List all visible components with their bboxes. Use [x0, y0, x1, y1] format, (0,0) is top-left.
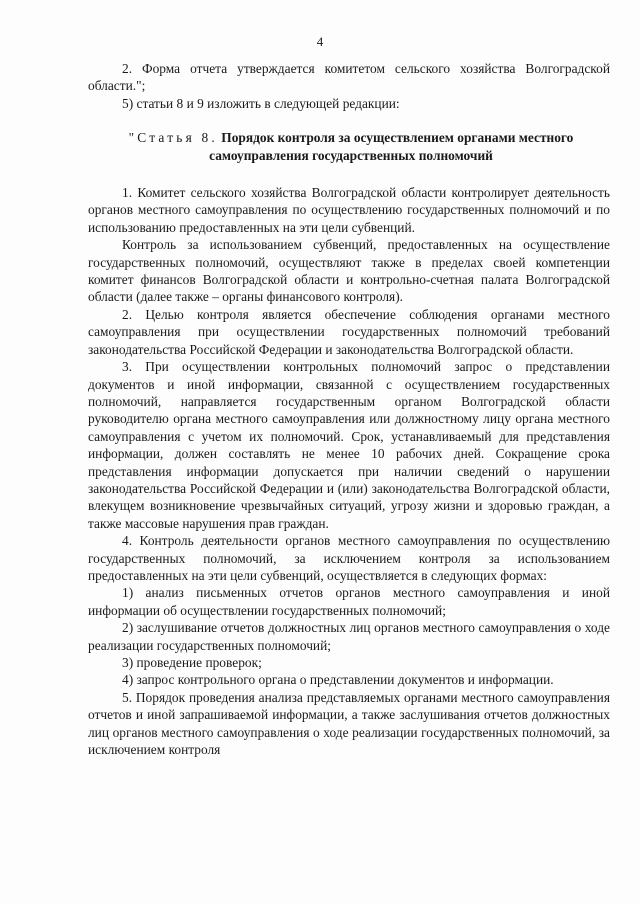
list-item-2: 2) заслушивание отчетов должностных лиц органов местного самоуправления о ходе реализации государственных полномочий; — [88, 620, 610, 653]
article-label: "Статья 8. — [128, 130, 218, 146]
list-item-3: 3) проведение проверок; — [122, 655, 262, 670]
paragraph-2: 2. Целью контроля является обеспечение соблюдения органами местного самоуправления при осуществлении государственных полномочий требований законодательства Российской Федерации и законодательства Волгоградской области. — [88, 306, 610, 357]
document-body — [88, 60, 610, 758]
article-title: Порядок контроля за осуществлением органами местного самоуправления государственных полномочий — [209, 130, 574, 163]
article-heading — [88, 129, 610, 164]
paragraph-control-subventions: Контроль за использованием субвенций, предоставленных на осуществление государственных полномочий, осуществляют также в пределах своей компетенции комитет финансов Волгоградской области и контрольно-счетная палата Волгоградской области (далее также – органы финансового контроля). — [88, 237, 610, 305]
list-item-4: 4) запрос контрольного органа о представлении документов и информации. — [122, 672, 554, 688]
lead-item-5: 5) статьи 8 и 9 изложить в следующей редакции: — [122, 95, 400, 111]
paragraph-3: 3. При осуществлении контрольных полномочий запрос о представлении документов и иной информации, связанной с осуществлением государственных полномочий, направляется государственным органом Волгоградской области руководителю органа местного самоуправления или должностному лицу органа местного самоуправления с учетом их полномочий. Срок, устанавливаемый для представления информации, должен составлять не менее 10 рабочих дней. Сокращение срока представления информации допускается при наличии сведений о нарушении законодательства Российской Федерации и (или) законодательства Волгоградской области, влекущем возникновение чрезвычайных ситуаций, угрозу жизни и здоровью граждан, а также массовые нарушения прав граждан. — [88, 359, 610, 531]
paragraph-5: 5. Порядок проведения анализа представляемых органами местного самоуправления отчетов и иной запрашиваемой информации, а также заслушивания отчетов должностных лиц органов местного самоуправления о ходе реализации государственных полномочий, за исключением контроля — [88, 689, 610, 758]
paragraph-1: 1. Комитет сельского хозяйства Волгоградской области контролирует деятельность органов местного самоуправления по осуществлению государственных полномочий и по использованию предоставленных на эти цели субвенций. — [88, 185, 610, 235]
paragraph-4: 4. Контроль деятельности органов местного самоуправления по осуществлению государственных полномочий, за исключением контроля за использованием предоставленных на эти цели субвенций, осуществляется в следующих формах: — [88, 533, 610, 583]
list-item-1: 1) анализ письменных отчетов органов местного самоуправления и иной информации об осуществлении государственных полномочий; — [88, 585, 610, 618]
lead-item-2: 2. Форма отчета утверждается комитетом сельского хозяйства Волгоградской области."; — [88, 61, 610, 94]
page-number: 4 — [316, 34, 324, 49]
